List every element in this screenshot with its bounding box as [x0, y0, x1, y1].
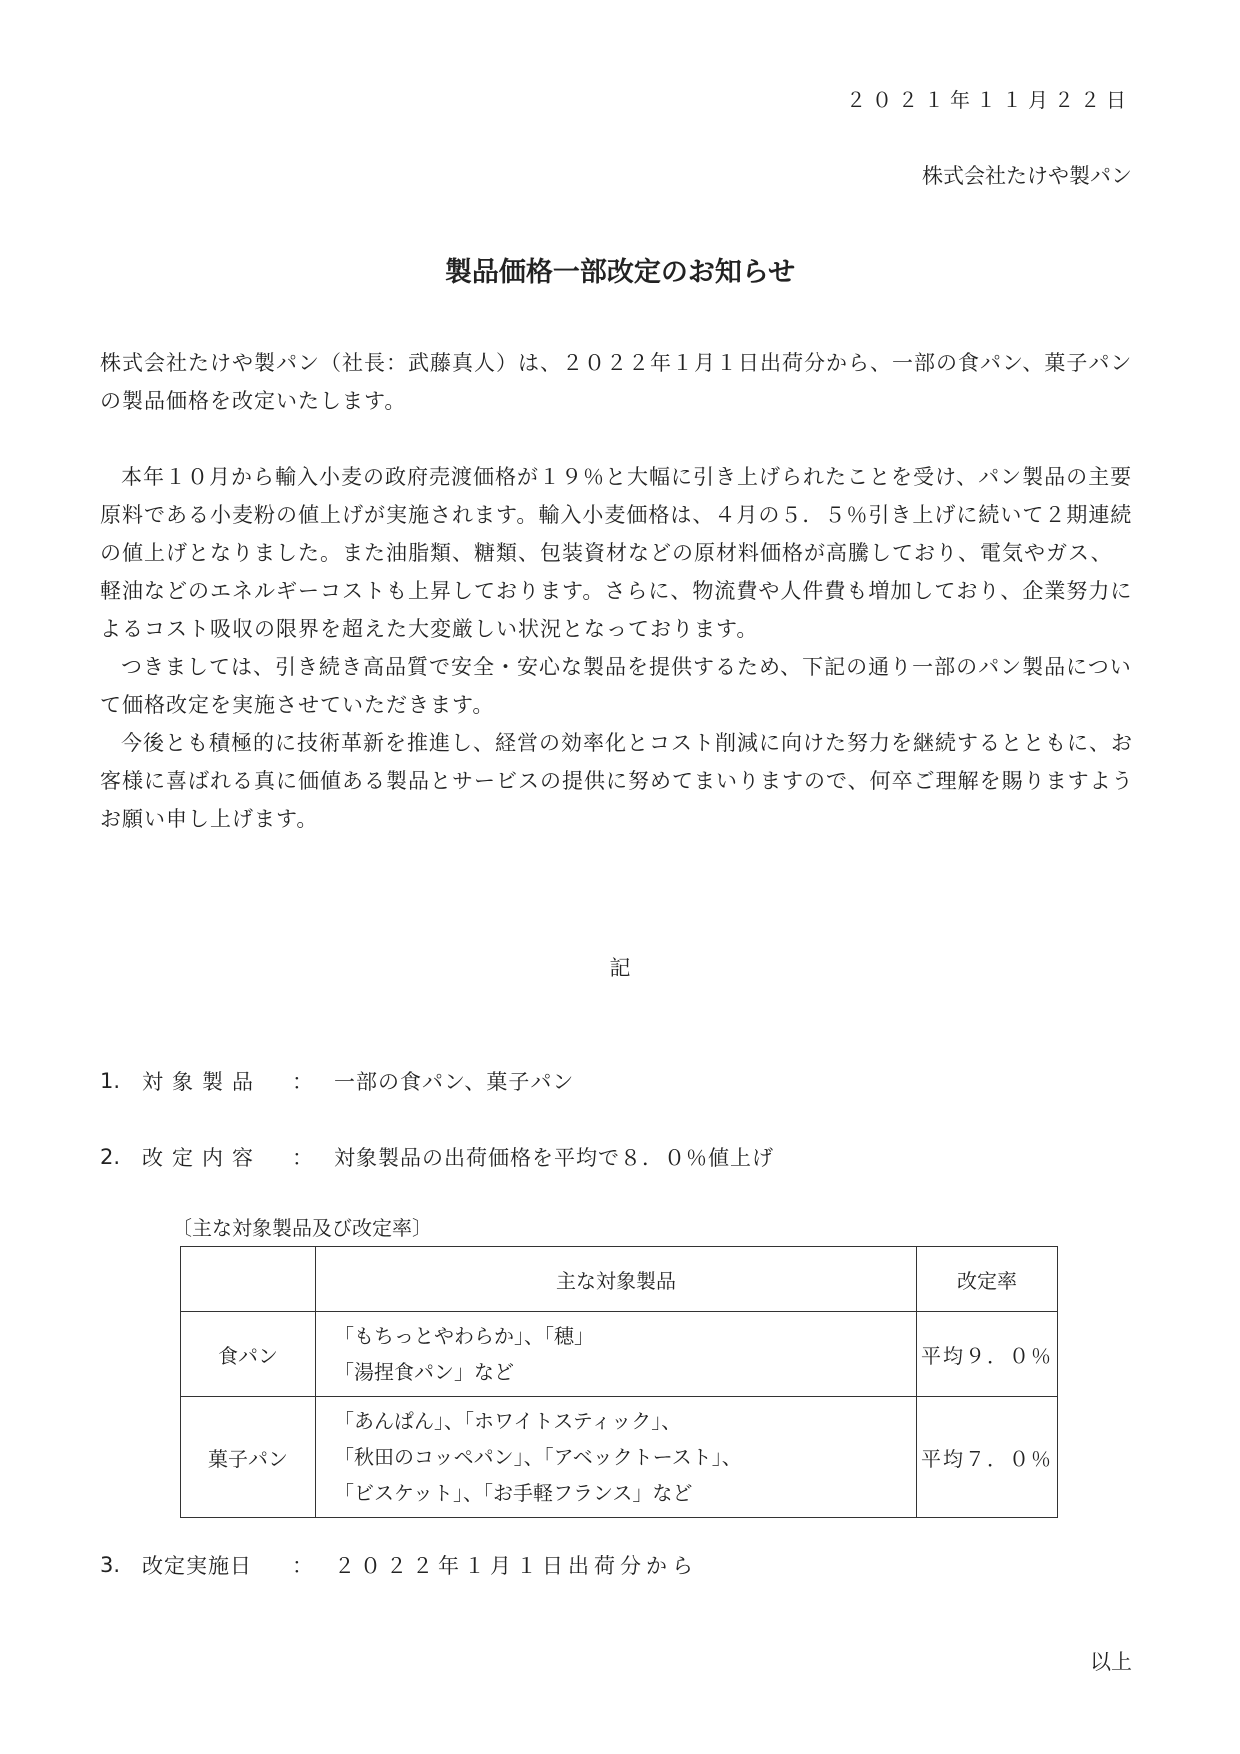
paragraph: 株式会社たけや製パン（社長：武藤真人）は、２０２２年１月１日出荷分から、一部の食パン、菓子パンの製品価格を改定いたします。 — [100, 351, 1133, 413]
item-label: 改定内容 — [142, 1146, 262, 1170]
issue-date: ２０２１年１１月２２日 — [846, 88, 1132, 112]
header-cell-products: 主な対象製品 — [316, 1247, 917, 1312]
item-number: 2. — [100, 1145, 121, 1169]
item-number: 1. — [100, 1069, 121, 1093]
item-target-products — [100, 1066, 574, 1096]
paragraph: 今後とも積極的に技術革新を推進し、経営の効率化とコスト削減に向けた努力を継続するとともに、お客様に喜ばれる真に価値ある製品とサービスの提供に努めてまいりますので、何卒ご理解を賜りますようお願い申し上げます。 — [100, 731, 1134, 831]
product-line: 「ビスケット」、「お手軽フランス」など — [334, 1481, 693, 1505]
paragraph: つきましては、引き続き高品質で安全・安心な製品を提供するため、下記の通り一部のパン製品について価格改定を実施させていただきます。 — [100, 655, 1132, 717]
table-row — [181, 1397, 1058, 1518]
rate-cell: 平均９．０％ — [917, 1312, 1058, 1397]
item-effective-date — [100, 1550, 698, 1580]
closing-mark: 以上 — [1090, 1650, 1132, 1674]
item-colon: ： — [292, 1146, 313, 1170]
body-paragraphs — [100, 458, 1134, 838]
item-colon: ： — [292, 1554, 313, 1578]
product-line: 「あんぱん」、「ホワイトスティック」、 — [334, 1409, 682, 1433]
products-cell — [316, 1397, 917, 1518]
rate-table — [180, 1246, 1058, 1518]
category-cell: 食パン — [181, 1312, 316, 1397]
item-value: 対象製品の出荷価格を平均で８．０％値上げ — [334, 1146, 774, 1170]
product-line: 「もちっとやわらか」、「穂」 — [334, 1324, 594, 1348]
ki-heading: 記 — [609, 956, 631, 980]
item-revision-content — [100, 1142, 774, 1172]
company-name: 株式会社たけや製パン — [922, 164, 1132, 188]
header-cell-blank — [181, 1247, 316, 1312]
table-header-row — [181, 1247, 1058, 1312]
item-number: 3. — [100, 1553, 121, 1577]
item-value: 一部の食パン、菓子パン — [334, 1070, 575, 1094]
product-line: 「湯捏食パン」など — [334, 1360, 514, 1384]
products-cell — [316, 1312, 917, 1397]
table-caption: 〔主な対象製品及び改定率〕 — [172, 1216, 432, 1240]
category-cell: 菓子パン — [181, 1397, 316, 1518]
item-label: 対象製品 — [142, 1070, 262, 1094]
table-row — [181, 1312, 1058, 1397]
rate-cell: 平均７．０％ — [917, 1397, 1058, 1518]
item-label: 改定実施日 — [142, 1554, 252, 1578]
intro-paragraph — [100, 344, 1134, 420]
paragraph: 本年１０月から輸入小麦の政府売渡価格が１９％と大幅に引き上げられたことを受け、パン製品の主要原料である小麦粉の値上げが実施されます。輸入小麦価格は、４月の５．５％引き上げに続いて２期連続の値上げとなりました。また油脂類、糖類、包装資材などの原材料価格が高騰しており、電気やガス、軽油などのエネルギーコストも上昇しております。さらに、物流費や人件費も増加しており、企業努力によるコスト吸収の限界を超えた大変厳しい状況となっております。 — [100, 465, 1133, 641]
document-title: 製品価格一部改定のお知らせ — [444, 257, 796, 288]
header-cell-rate: 改定率 — [917, 1247, 1058, 1312]
item-value: ２０２２年１月１日出荷分から — [334, 1554, 698, 1578]
item-colon: ： — [292, 1070, 313, 1094]
product-line: 「秋田のコッペパン」、「アベックトースト」、 — [334, 1445, 742, 1469]
